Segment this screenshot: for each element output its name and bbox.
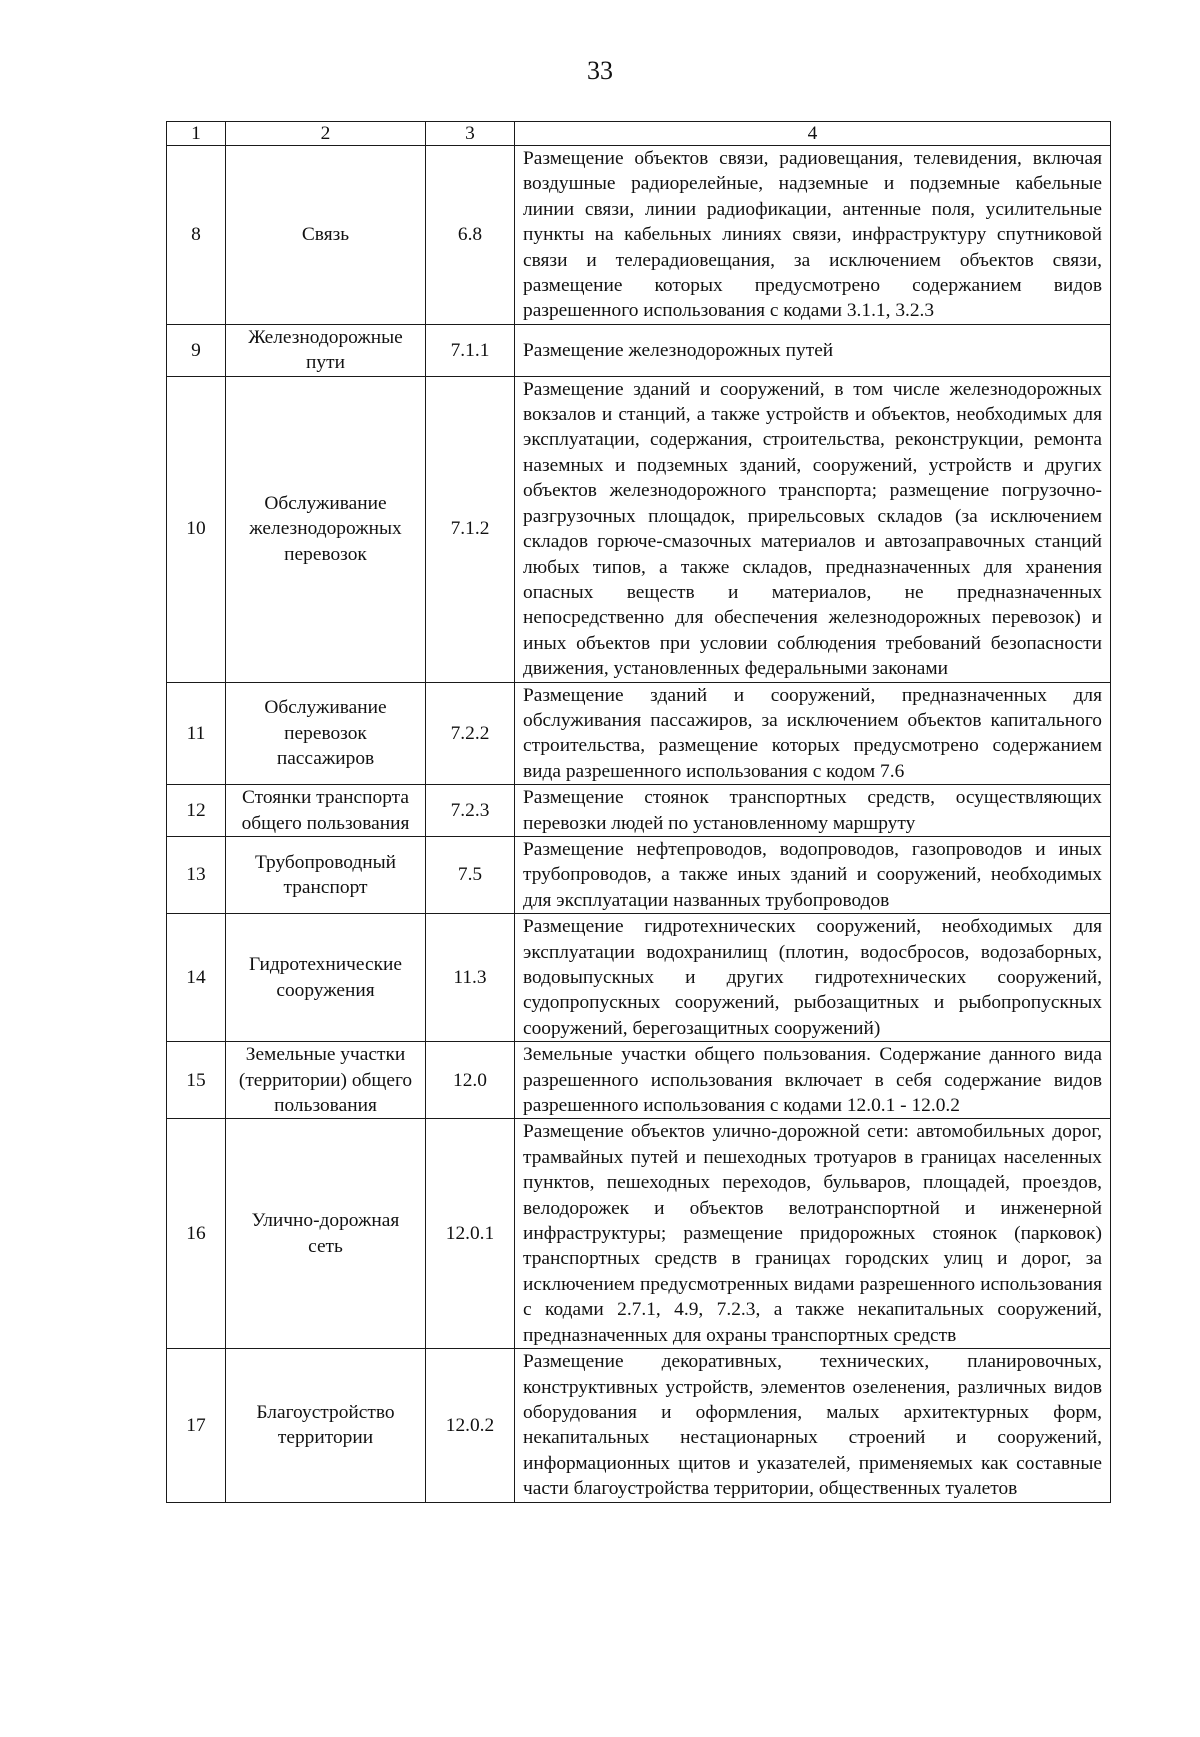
- use-type-name: Гидротехнические сооружения: [226, 914, 426, 1042]
- use-type-name: Трубопроводный транспорт: [226, 836, 426, 913]
- use-type-name: Обслуживание железнодорожных перевозок: [226, 376, 426, 682]
- row-number: 15: [167, 1042, 226, 1119]
- land-use-table: [166, 121, 1111, 1503]
- use-type-description: Размещение объектов улично-дорожной сети: автомобильных дорог, трамвайных путей и пешеходных тротуаров в границах населенных пунктов, пешеходных переходов, бульваров, площадей, проездов, велодорожек и объектов велотранспортной и инженерной инфраструктуры; размещение придорожных стоянок (парковок) транспортных средств в границах городских улиц и дорог, за исключением предусмотренных видами разрешенного использования с кодами 2.7.1, 4.9, 7.2.3, а также некапитальных сооружений, предназначенных для охраны транспортных средств: [515, 1119, 1111, 1349]
- row-number: 13: [167, 836, 226, 913]
- page-number: 33: [587, 56, 613, 85]
- table-row: [167, 146, 1111, 325]
- table-row: [167, 1119, 1111, 1349]
- use-type-description: Размещение декоративных, технических, планировочных, конструктивных устройств, элементов озеленения, различных видов оборудования и оформления, малых архитектурных форм, некапитальных нестационарных строений и сооружений, информационных щитов и указателей, применяемых как составные части благоустройства территории, общественных туалетов: [515, 1349, 1111, 1502]
- use-type-code: 11.3: [426, 914, 515, 1042]
- table-row: [167, 324, 1111, 376]
- use-type-name: Железнодорожные пути: [226, 324, 426, 376]
- row-number: 14: [167, 914, 226, 1042]
- use-type-code: 7.1.2: [426, 376, 515, 682]
- use-type-name: Обслуживание перевозок пассажиров: [226, 682, 426, 785]
- use-type-code: 12.0.1: [426, 1119, 515, 1349]
- header-col-3: 3: [426, 122, 515, 146]
- table-row: [167, 914, 1111, 1042]
- use-type-code: 12.0.2: [426, 1349, 515, 1502]
- use-type-description: Размещение стоянок транспортных средств, осуществляющих перевозки людей по установленному маршруту: [515, 785, 1111, 837]
- row-number: 12: [167, 785, 226, 837]
- header-col-2: 2: [226, 122, 426, 146]
- header-col-1: 1: [167, 122, 226, 146]
- table-row: [167, 836, 1111, 913]
- header-row: [167, 122, 1111, 146]
- use-type-description: Земельные участки общего пользования. Содержание данного вида разрешенного использования включает в себя содержание видов разрешенного использования с кодами 12.0.1 - 12.0.2: [515, 1042, 1111, 1119]
- use-type-description: Размещение зданий и сооружений, в том числе железнодорожных вокзалов и станций, а также устройств и объектов, необходимых для эксплуатации, содержания, строительства, реконструкции, ремонта наземных и подземных зданий, сооружений, устройств и других объектов железнодорожного транспорта; размещение погрузочно-разгрузочных площадок, прирельсовых складов (за исключением складов горюче-смазочных материалов и автозаправочных станций любых типов, а также складов, предназначенных для хранения опасных веществ и материалов, не предназначенных непосредственно для обеспечения железнодорожных перевозок) и иных объектов при условии соблюдения требований безопасности движения, установленных федеральными законами: [515, 376, 1111, 682]
- use-type-code: 7.2.3: [426, 785, 515, 837]
- use-type-description: Размещение зданий и сооружений, предназначенных для обслуживания пассажиров, за исключением объектов капитального строительства, размещение которых предусмотрено содержанием вида разрешенного использования с кодом 7.6: [515, 682, 1111, 785]
- use-type-description: Размещение железнодорожных путей: [515, 324, 1111, 376]
- use-type-name: Стоянки транспорта общего пользования: [226, 785, 426, 837]
- row-number: 9: [167, 324, 226, 376]
- table-row: [167, 1042, 1111, 1119]
- use-type-name: Связь: [226, 146, 426, 325]
- table-row: [167, 376, 1111, 682]
- header-col-4: 4: [515, 122, 1111, 146]
- use-type-code: 7.1.1: [426, 324, 515, 376]
- table-row: [167, 785, 1111, 837]
- use-type-description: Размещение объектов связи, радиовещания, телевидения, включая воздушные радиорелейные, надземные и подземные кабельные линии связи, линии радиофикации, антенные поля, усилительные пункты на кабельных линиях связи, инфраструктуру спутниковой связи и телерадиовещания, за исключением объектов связи, размещение которых предусмотрено содержанием видов разрешенного использования с кодами 3.1.1, 3.2.3: [515, 146, 1111, 325]
- row-number: 17: [167, 1349, 226, 1502]
- use-type-code: 7.5: [426, 836, 515, 913]
- row-number: 11: [167, 682, 226, 785]
- row-number: 16: [167, 1119, 226, 1349]
- use-type-name: Земельные участки (территории) общего пользования: [226, 1042, 426, 1119]
- use-type-code: 12.0: [426, 1042, 515, 1119]
- row-number: 10: [167, 376, 226, 682]
- use-type-name: Благоустройство территории: [226, 1349, 426, 1502]
- use-type-code: 7.2.2: [426, 682, 515, 785]
- table-header: [167, 122, 1111, 146]
- use-type-description: Размещение нефтепроводов, водопроводов, газопроводов и иных трубопроводов, а также иных зданий и сооружений, необходимых для эксплуатации названных трубопроводов: [515, 836, 1111, 913]
- table-row: [167, 1349, 1111, 1502]
- use-type-name: Улично-дорожная сеть: [226, 1119, 426, 1349]
- use-type-description: Размещение гидротехнических сооружений, необходимых для эксплуатации водохранилищ (плотин, водосбросов, водозаборных, водовыпускных и других гидротехнических сооружений, судопропускных сооружений, рыбозащитных и рыбопропускных сооружений, берегозащитных сооружений): [515, 914, 1111, 1042]
- use-type-code: 6.8: [426, 146, 515, 325]
- table-body: [167, 146, 1111, 1503]
- row-number: 8: [167, 146, 226, 325]
- table-row: [167, 682, 1111, 785]
